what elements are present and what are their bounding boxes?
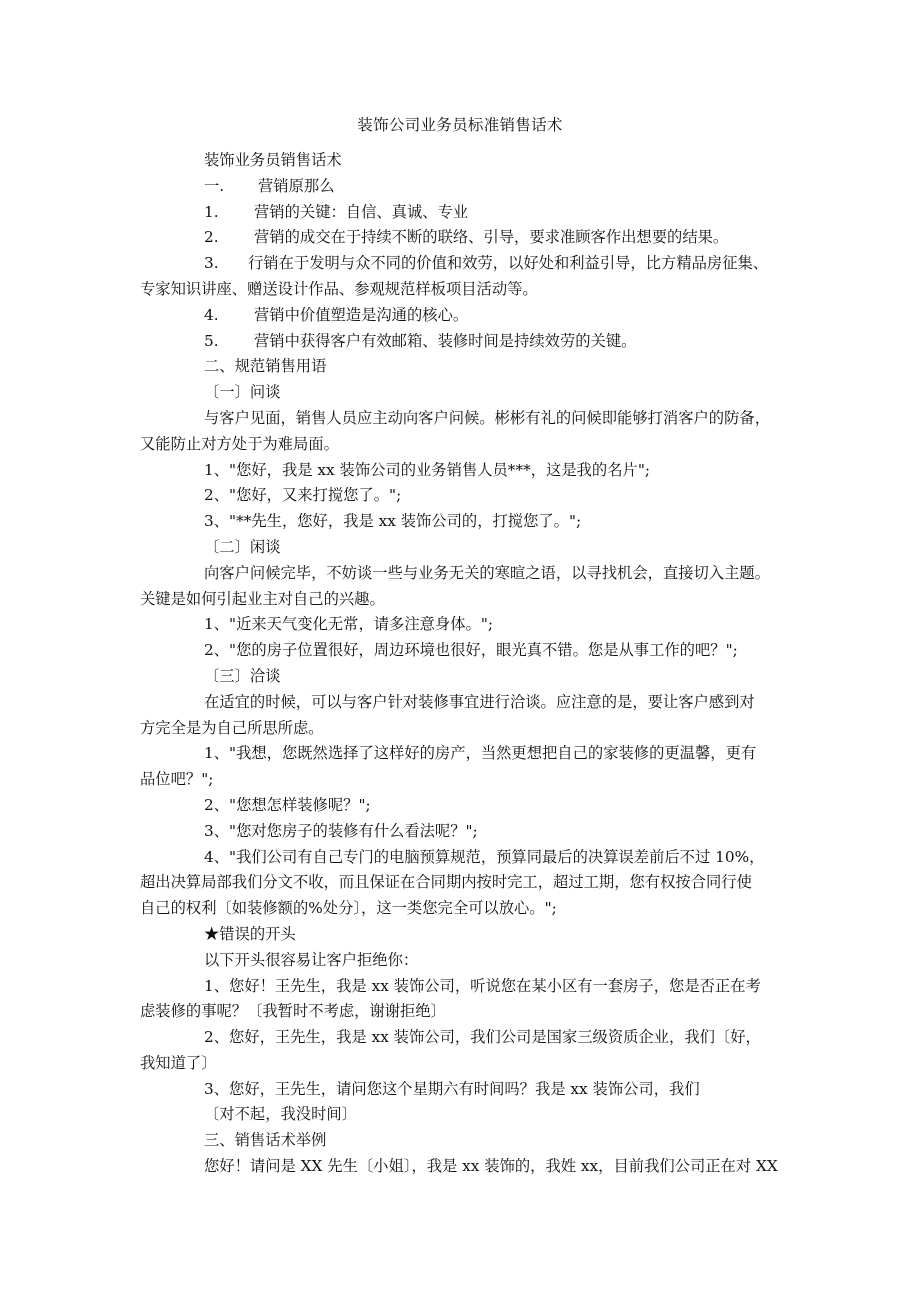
- paragraph-line: 与客户见面，销售人员应主动向客户问候。彬彬有礼的问候即能够打消客户的防备，: [204, 408, 770, 427]
- paragraph-line: 向客户问候完毕，不妨谈一些与业务无关的寒暄之语，以寻找机会，直接切入主题。: [204, 563, 770, 582]
- wrong-opening-heading: ★错误的开头: [204, 924, 296, 943]
- script-line: 超出决算局部我们分文不收，而且保证在合同期内按时完工，超过工期，您有权按合同行使: [140, 873, 752, 892]
- paragraph-line: 关键是如何引起业主对自己的兴趣。: [140, 589, 385, 608]
- script-line: 2、"您的房子位置很好，周边环境也很好，眼光真不错。您是从事工作的吧？";: [204, 641, 738, 660]
- example-line: 2、您好，王先生，我是 xx 装饰公司，我们公司是国家三级资质企业，我们〔好，: [204, 1028, 761, 1047]
- paragraph-line: 方完全是为自己所思所虑。: [140, 718, 324, 737]
- document-body: [140, 148, 785, 1180]
- paragraph-line: 以下开头很容易让客户拒绝你：: [204, 950, 419, 969]
- list-item: 2. 营销的成交在于持续不断的联络、引导，要求准顾客作出想要的结果。: [204, 228, 729, 247]
- example-line: 虑装修的事呢？〔我暂时不考虑，谢谢拒绝〕: [140, 1002, 446, 1021]
- script-line: 1、"您好，我是 xx 装饰公司的业务销售人员***，这是我的名片";: [204, 460, 651, 479]
- subsection-heading: 〔三〕洽谈: [204, 666, 281, 685]
- list-item: 5. 营销中获得客户有效邮箱、装修时间是持续效劳的关键。: [204, 331, 637, 350]
- paragraph-line: 在适宜的时候，可以与客户针对装修事宜进行洽谈。应注意的是，要让客户感到对: [204, 692, 755, 711]
- script-line: 1、"我想，您既然选择了这样好的房产，当然更想把自己的家装修的更温馨，更有: [204, 744, 757, 763]
- script-line: 2、"您想怎样装修呢？";: [204, 795, 371, 814]
- subtitle: 装饰业务员销售话术: [204, 151, 342, 169]
- script-line: 4、"我们公司有自己专门的电脑预算规范，预算同最后的决算误差前后不过 10%，: [204, 847, 765, 866]
- example-line: 〔对不起，我没时间〕: [204, 1105, 357, 1124]
- list-item: 4. 营销中价值塑造是沟通的核心。: [204, 305, 469, 324]
- section3-heading: 三、销售话术举例: [204, 1131, 327, 1150]
- section2-heading: 二、规范销售用语: [204, 357, 327, 376]
- list-item-continuation: 专家知识讲座、赠送设计作品、参观规范样板项目活动等。: [140, 279, 538, 298]
- example-line: 1、您好！王先生，我是 xx 装饰公司，听说您在某小区有一套房子，您是否正在考: [204, 976, 761, 995]
- subsection-heading: 〔二〕闲谈: [204, 537, 281, 556]
- script-line: 3、"您对您房子的装修有什么看法呢？";: [204, 821, 478, 840]
- paragraph-line: 又能防止对方处于为难局面。: [140, 434, 339, 453]
- script-line: 2、"您好，又来打搅您了。";: [204, 486, 402, 505]
- document-title: 装饰公司业务员标准销售话术: [357, 116, 563, 134]
- list-item: 1. 营销的关键：自信、真诚、专业: [204, 202, 469, 221]
- list-item: 3. 行销在于发明与众不同的价值和效劳，以好处和利益引导，比方精品房征集、: [204, 254, 769, 273]
- example-line: 我知道了〕: [140, 1053, 217, 1072]
- paragraph-line: 您好！请问是 XX 先生〔小姐〕，我是 xx 装饰的，我姓 xx，目前我们公司正在对 XX: [204, 1157, 778, 1176]
- example-line: 3、您好，王先生，请问您这个星期六有时间吗？我是 xx 装饰公司，我们: [204, 1079, 700, 1098]
- section1-heading: 一. 营销原那么: [204, 176, 335, 195]
- subsection-heading: 〔一〕问谈: [204, 383, 281, 402]
- script-line: 1、"近来天气变化无常，请多注意身体。";: [204, 615, 494, 634]
- script-line: 自己的权利〔如装修额的%处分〕，这一类您完全可以放心。";: [140, 899, 557, 918]
- script-line: 3、"**先生，您好，我是 xx 装饰公司的，打搅您了。";: [204, 512, 582, 531]
- script-line: 品位吧？";: [140, 770, 214, 789]
